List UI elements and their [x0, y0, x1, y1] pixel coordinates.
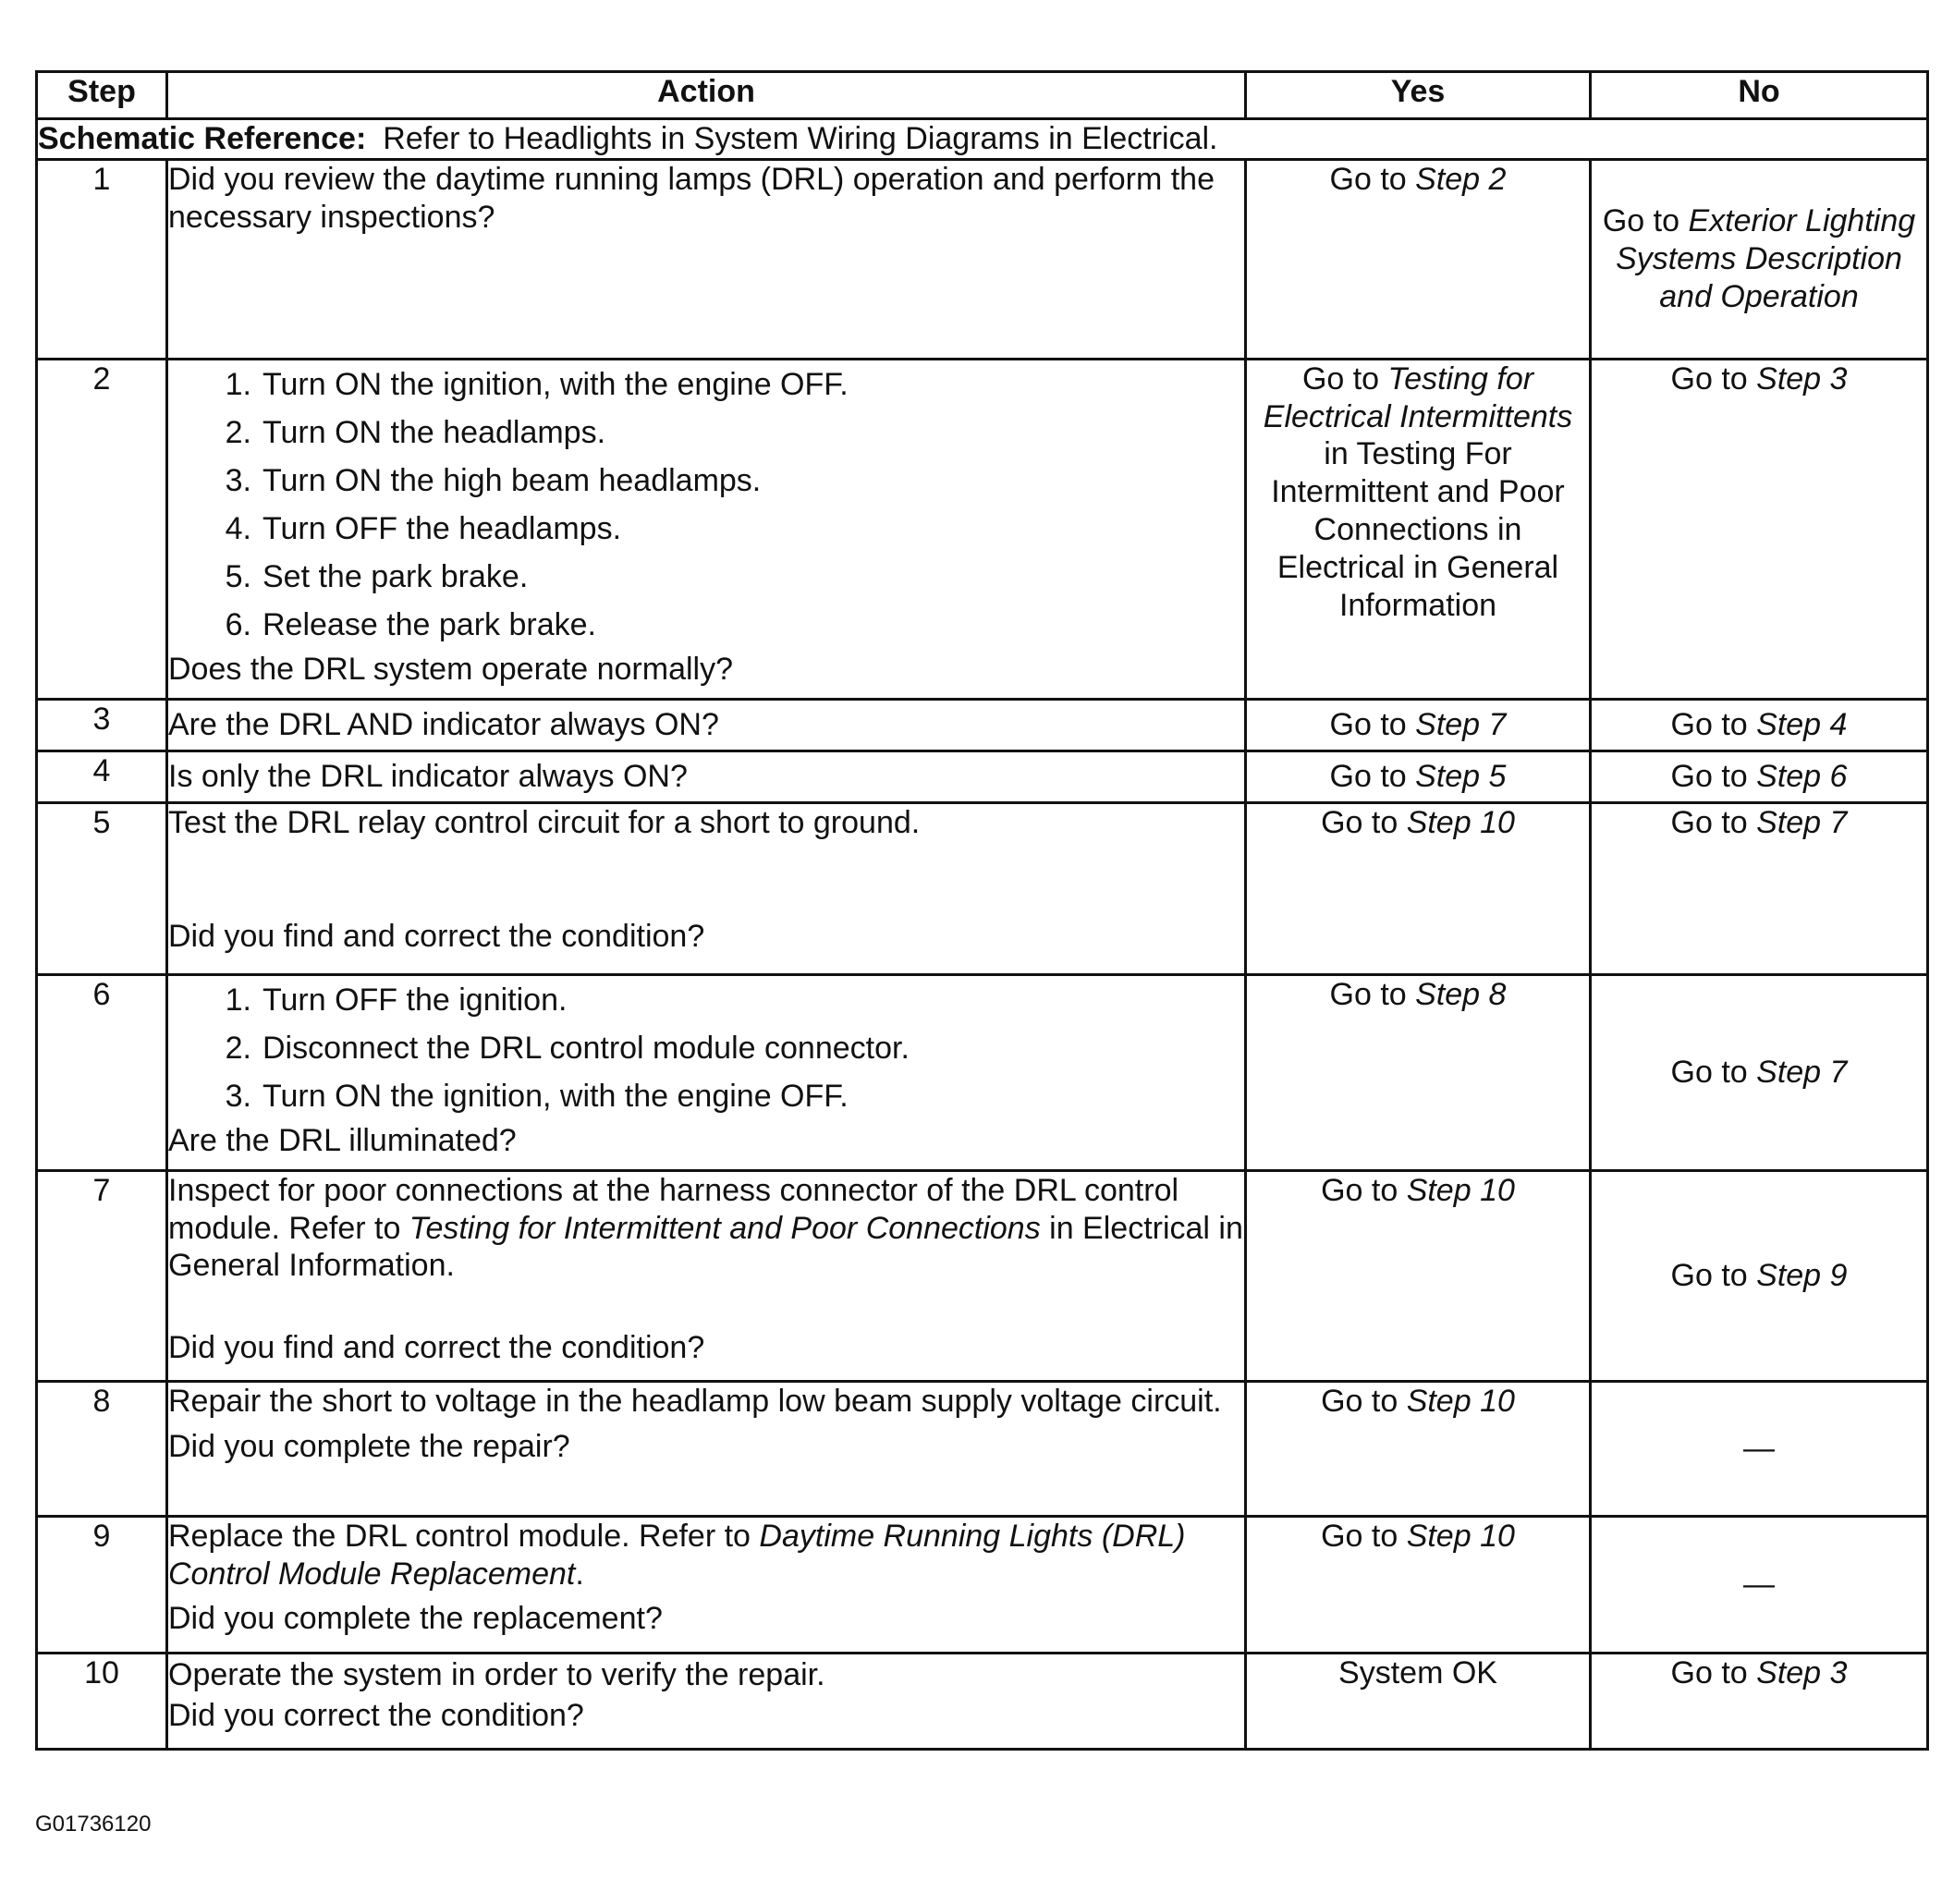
action-cell: [167, 159, 1246, 359]
action-text-pre: Inspect for poor connections at the harness connector of the DRL control module. Refer to: [168, 1172, 1179, 1246]
list-item-text: Release the park brake.: [263, 606, 596, 642]
list-item: 5. Set the park brake.: [225, 558, 529, 594]
yes-link[interactable]: Step 10: [1406, 1172, 1515, 1208]
no-dash: —: [1743, 1430, 1775, 1466]
list-item-text: Turn ON the headlamps.: [263, 414, 606, 450]
header-action: Action: [167, 72, 1246, 119]
yes-link[interactable]: Step 10: [1406, 1383, 1515, 1419]
no-cell: [1591, 1381, 1928, 1516]
schematic-reference: [37, 119, 1928, 160]
list-item: 3. Turn ON the ignition, with the engine OFF.: [225, 1078, 849, 1114]
action-cell: [167, 699, 1246, 751]
yes-cell: [1246, 699, 1591, 751]
list-item: 4. Turn OFF the headlamps.: [225, 510, 622, 546]
no-cell: [1591, 802, 1928, 974]
header-row: [37, 72, 1928, 119]
no-cell: [1591, 359, 1928, 699]
no-cell: [1591, 974, 1928, 1170]
question-text: Did you correct the condition?: [168, 1697, 584, 1733]
action-cell: [167, 359, 1246, 699]
no-text: Go to: [1670, 706, 1757, 742]
figure-id: G01736120: [35, 1812, 152, 1837]
action-cell: [167, 1170, 1246, 1381]
action-text: [168, 1172, 1244, 1285]
schematic-label: Schematic Reference:: [38, 121, 367, 156]
no-dash: —: [1743, 1566, 1775, 1602]
table-row: [37, 1653, 1928, 1749]
action-text: [168, 1518, 1244, 1593]
table-row: [37, 802, 1928, 974]
action-text-pre: Replace the DRL control module. Refer to: [168, 1518, 760, 1554]
no-text: Go to: [1670, 360, 1757, 397]
no-link[interactable]: Step 4: [1756, 706, 1848, 742]
yes-cell: [1246, 1381, 1591, 1516]
list-item: 2. Turn ON the headlamps.: [225, 414, 606, 450]
action-text: Did you review the daytime running lamps (DRL) operation and perform the necessary inspections?: [168, 161, 1215, 235]
no-cell: [1591, 159, 1928, 359]
no-cell: [1591, 1516, 1928, 1653]
yes-text: Go to: [1321, 804, 1407, 840]
action-text: Test the DRL relay control circuit for a short to ground.: [168, 804, 921, 840]
table-row: [37, 974, 1928, 1170]
yes-link[interactable]: Step 8: [1415, 976, 1507, 1012]
step-number: 3: [37, 699, 167, 751]
yes-text: Go to: [1329, 161, 1416, 197]
step-number: 7: [37, 1170, 167, 1381]
list-item-text: Turn ON the ignition, with the engine OFF.: [263, 1078, 849, 1114]
list-item-text: Disconnect the DRL control module connector.: [263, 1030, 910, 1066]
yes-cell: [1246, 1516, 1591, 1653]
yes-text: Go to: [1321, 1383, 1407, 1419]
table-row: [37, 751, 1928, 802]
list-item: 2. Disconnect the DRL control module connector.: [225, 1030, 910, 1066]
list-item-text: Turn ON the ignition, with the engine OFF.: [263, 366, 849, 402]
question-text: Did you find and correct the condition?: [168, 1330, 705, 1366]
no-text: Go to: [1670, 758, 1757, 794]
action-text-post: in Electrical in General Information.: [168, 1210, 1243, 1284]
question-text: Does the DRL system operate normally?: [168, 651, 734, 687]
question-text: Did you complete the repair?: [168, 1428, 570, 1464]
no-link[interactable]: Step 3: [1756, 1654, 1848, 1690]
yes-text: Go to: [1321, 1172, 1407, 1208]
list-item: 1. Turn OFF the ignition.: [225, 982, 568, 1018]
no-cell: [1591, 699, 1928, 751]
step-number: 8: [37, 1381, 167, 1516]
header-no: No: [1591, 72, 1928, 119]
schematic-row: [37, 119, 1928, 160]
yes-link[interactable]: Step 10: [1406, 1518, 1515, 1554]
no-link[interactable]: Step 7: [1756, 1054, 1848, 1090]
no-link[interactable]: Exterior Lighting Systems Description and Operation: [1616, 203, 1916, 314]
no-cell: [1591, 751, 1928, 802]
action-cell: [167, 1653, 1246, 1749]
yes-link[interactable]: Step 5: [1415, 758, 1507, 794]
schematic-text: Refer to Headlights in System Wiring Diagrams in Electrical.: [383, 121, 1218, 156]
yes-text: Go to: [1329, 758, 1416, 794]
no-text: Go to: [1670, 1654, 1757, 1690]
action-text: Repair the short to voltage in the headlamp low beam supply voltage circuit.: [168, 1383, 1222, 1419]
step-number: 6: [37, 974, 167, 1170]
no-link[interactable]: Step 7: [1756, 804, 1848, 840]
table-row: [37, 159, 1928, 359]
table-row: [37, 699, 1928, 751]
list-item-text: Turn OFF the ignition.: [263, 982, 568, 1018]
header-step: Step: [37, 72, 167, 119]
list-item: 6. Release the park brake.: [225, 606, 596, 642]
action-link[interactable]: Testing for Intermittent and Poor Connections: [409, 1210, 1041, 1246]
action-text: Is only the DRL indicator always ON?: [168, 758, 688, 794]
yes-text-post: in Testing For Intermittent and Poor Connections in Electrical in General Information: [1271, 436, 1565, 623]
no-link[interactable]: Step 3: [1756, 360, 1848, 397]
no-link[interactable]: Step 9: [1756, 1257, 1848, 1293]
no-cell: [1591, 1170, 1928, 1381]
yes-cell: [1246, 159, 1591, 359]
action-cell: [167, 1381, 1246, 1516]
yes-link[interactable]: Testing for Electrical Intermittents: [1263, 360, 1573, 434]
table-row: [37, 359, 1928, 699]
list-item: 3. Turn ON the high beam headlamps.: [225, 462, 762, 498]
yes-text: Go to: [1321, 1518, 1407, 1554]
diagnostic-table: [35, 70, 1929, 1751]
no-text: Go to: [1670, 804, 1757, 840]
action-link[interactable]: Daytime Running Lights (DRL) Control Module Replacement: [168, 1518, 1186, 1592]
procedure-list: [168, 976, 1244, 1120]
action-text: Are the DRL AND indicator always ON?: [168, 706, 719, 742]
step-number: 5: [37, 802, 167, 974]
list-item-text: Turn OFF the headlamps.: [263, 510, 622, 546]
list-item: 1. Turn ON the ignition, with the engine OFF.: [225, 366, 849, 402]
step-number: 10: [37, 1653, 167, 1749]
question-text: Did you find and correct the condition?: [168, 918, 705, 954]
step-number: 2: [37, 359, 167, 699]
list-item-text: Set the park brake.: [263, 558, 529, 594]
table-row: [37, 1516, 1928, 1653]
yes-cell: [1246, 751, 1591, 802]
list-item-text: Turn ON the high beam headlamps.: [263, 462, 762, 498]
yes-cell: [1246, 359, 1591, 699]
no-link[interactable]: Step 6: [1756, 758, 1848, 794]
step-number: 9: [37, 1516, 167, 1653]
yes-cell: [1246, 1170, 1591, 1381]
action-text-post: .: [575, 1556, 584, 1592]
yes-link[interactable]: Step 2: [1415, 161, 1507, 197]
yes-text: Go to: [1329, 706, 1416, 742]
action-cell: [167, 802, 1246, 974]
no-text: Go to: [1670, 1257, 1757, 1293]
yes-link[interactable]: Step 7: [1415, 706, 1507, 742]
question-text: Are the DRL illuminated?: [168, 1122, 517, 1158]
no-text: Go to: [1670, 1054, 1757, 1090]
yes-text: System OK: [1338, 1654, 1497, 1690]
question-text: Did you complete the replacement?: [168, 1601, 663, 1637]
table-row: [37, 1170, 1928, 1381]
yes-cell: [1246, 974, 1591, 1170]
step-number: 1: [37, 159, 167, 359]
yes-link[interactable]: Step 10: [1406, 804, 1515, 840]
yes-cell: [1246, 1653, 1591, 1749]
header-yes: Yes: [1246, 72, 1591, 119]
yes-text: Go to: [1301, 360, 1388, 397]
action-cell: [167, 751, 1246, 802]
yes-text: Go to: [1329, 976, 1416, 1012]
action-cell: [167, 974, 1246, 1170]
action-text: Operate the system in order to verify the repair.: [168, 1656, 825, 1692]
no-text: Go to: [1602, 203, 1689, 239]
no-cell: [1591, 1653, 1928, 1749]
table-row: [37, 1381, 1928, 1516]
action-cell: [167, 1516, 1246, 1653]
yes-cell: [1246, 802, 1591, 974]
procedure-list: [168, 360, 1244, 649]
step-number: 4: [37, 751, 167, 802]
